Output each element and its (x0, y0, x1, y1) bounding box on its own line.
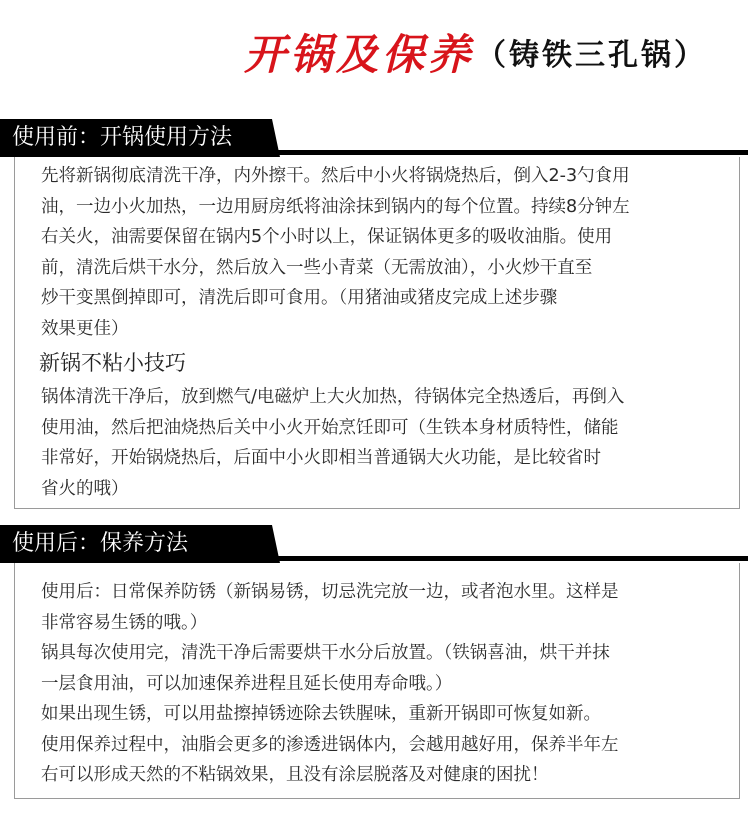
body-line: 前，清洗后烘干水分，然后放入一些小青菜（无需放油），小火炒干直至 (41, 257, 593, 278)
section-header-after-use (0, 525, 748, 563)
section-label-slant (272, 119, 280, 157)
section-body-after-use (14, 563, 740, 799)
body-line: 油，一边小火加热，一边用厨房纸将油涂抹到锅内的每个位置。持续8分钟左 (41, 196, 630, 217)
title-subtitle: （铸铁三孔锅） (476, 38, 708, 73)
body-line: 如果出现生锈，可以用盐擦掉锈迹除去铁腥味，重新开锅即可恢复如新。 (41, 704, 601, 724)
body-line: 一层食用油，可以加速保养进程且延长使用寿命哦。） (41, 673, 453, 694)
body-line: 先将新锅彻底清洗干净，内外擦干。然后中小火将锅烧热后，倒入2-3勺食用 (41, 166, 630, 186)
body-line: 非常好，开始锅烧热后，后面中小火即相当普通锅大火功能，是比较省时 (41, 448, 601, 468)
section-header-before-use (0, 119, 748, 157)
section-label: 使用前：开锅使用方法 (0, 119, 272, 157)
body-line: 效果更佳） (41, 318, 129, 339)
body-line: 炒干变黑倒掉即可，清洗后即可食用。（用猪油或猪皮完成上述步骤 (41, 288, 558, 308)
section-body-before-use (14, 157, 740, 509)
body-line: 使用油，然后把油烧热后关中小火开始烹饪即可（生铁本身材质特性，储能 (41, 417, 619, 438)
body-line: 省火的哦） (41, 478, 129, 499)
title-main: 开锅及保养 (244, 30, 475, 79)
body-line: 右关火，油需要保留在锅内5个小时以上，保证锅体更多的吸收油脂。使用 (41, 227, 613, 247)
section-label-slant (272, 525, 280, 563)
body-line: 非常容易生锈的哦。） (41, 612, 208, 633)
body-line: 锅体清洗干净后，放到燃气/电磁炉上大火加热，待锅体完全热透后，再倒入 (41, 387, 625, 407)
body-line: 使用保养过程中，油脂会更多的渗透进锅体内，会越用越好用，保养半年左 (41, 734, 619, 755)
body-line: 使用后：日常保养防锈（新锅易锈，切忌洗完放一边，或者泡水里。这样是 (41, 582, 619, 602)
body-line: 锅具每次使用完，清洗干净后需要烘干水分后放置。（铁锅喜油，烘干并抹 (41, 643, 610, 663)
page-title (244, 22, 740, 82)
body-line: 右可以形成天然的不粘锅效果，且没有涂层脱落及对健康的困扰！ (41, 765, 549, 785)
subheading-nonstick-tips: 新锅不粘小技巧 (39, 351, 186, 375)
section-label: 使用后：保养方法 (0, 525, 272, 563)
